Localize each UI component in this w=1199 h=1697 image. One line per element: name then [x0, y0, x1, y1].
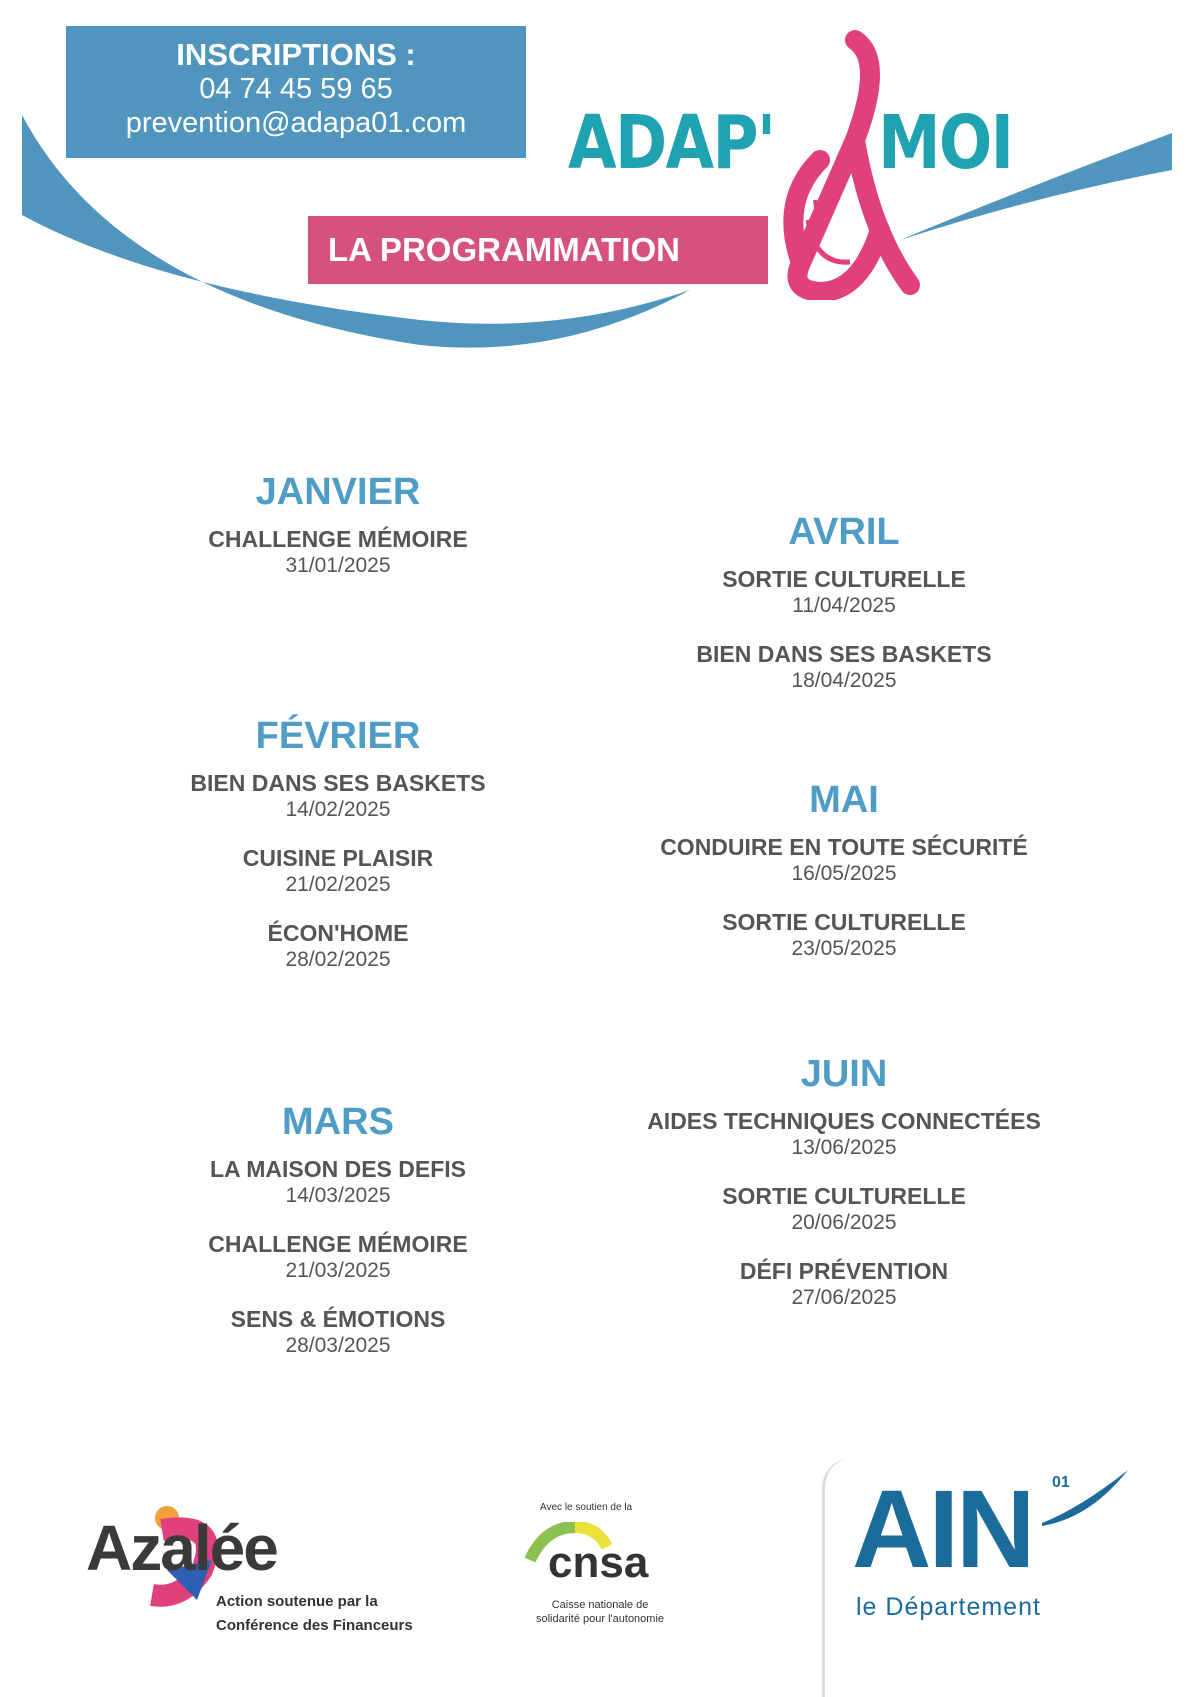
- event-item: [78, 845, 598, 898]
- event-title: SORTIE CULTURELLE: [722, 1183, 966, 1209]
- event-date: 18/04/2025: [791, 669, 897, 692]
- event-date: 28/03/2025: [285, 1334, 391, 1357]
- event-title: SORTIE CULTURELLE: [722, 566, 966, 592]
- event-date: 23/05/2025: [791, 937, 897, 960]
- event-date: 21/02/2025: [285, 873, 391, 896]
- event-item: [78, 920, 598, 973]
- event-item: [78, 1306, 598, 1359]
- azalee-caption-line2: Conférence des Financeurs: [216, 1617, 413, 1634]
- event-date: 27/06/2025: [791, 1286, 897, 1309]
- event-item: [584, 909, 1104, 962]
- month-section-avril: [584, 510, 1104, 716]
- event-date: 13/06/2025: [791, 1136, 897, 1159]
- cnsa-caption-line1: Caisse nationale de: [551, 1599, 649, 1611]
- subtitle-banner: LA PROGRAMMATION: [308, 216, 768, 284]
- month-title: JUIN: [800, 1053, 888, 1095]
- month-section-juin: [584, 1052, 1104, 1333]
- cnsa-logo-text: cnsa: [548, 1538, 649, 1587]
- month-section-mars: [78, 1100, 598, 1381]
- event-item: [584, 566, 1104, 619]
- phone-number[interactable]: 04 74 45 59 65: [199, 73, 393, 105]
- month-section-mai: [584, 778, 1104, 984]
- event-item: [78, 1156, 598, 1209]
- azalee-logo-text: Azalée: [86, 1512, 277, 1584]
- event-item: [78, 770, 598, 823]
- azalee-caption-line1: Action soutenue par la: [216, 1593, 378, 1610]
- month-section-janvier: [78, 470, 598, 601]
- event-item: [584, 1183, 1104, 1236]
- cnsa-caption: [520, 1598, 680, 1626]
- event-item: [78, 1231, 598, 1284]
- month-title: MAI: [809, 779, 879, 821]
- month-title: JANVIER: [255, 471, 421, 513]
- event-item: [584, 1108, 1104, 1161]
- ain-number: 01: [1052, 1474, 1070, 1491]
- event-title: CHALLENGE MÉMOIRE: [208, 526, 468, 552]
- event-item: [584, 1258, 1104, 1311]
- event-item: [78, 526, 598, 579]
- cnsa-caption-line2: solidarité pour l'autonomie: [535, 1613, 665, 1625]
- event-date: 31/01/2025: [285, 554, 391, 577]
- month-title: MARS: [282, 1101, 394, 1143]
- event-title: CONDUIRE EN TOUTE SÉCURITÉ: [660, 834, 1028, 860]
- event-title: CHALLENGE MÉMOIRE: [208, 1231, 468, 1257]
- event-title: ÉCON'HOME: [267, 920, 409, 946]
- inscriptions-label: INSCRIPTIONS :: [176, 37, 416, 72]
- month-section-fevrier: [78, 714, 598, 995]
- event-title: BIEN DANS SES BASKETS: [696, 641, 992, 667]
- month-title: FÉVRIER: [255, 715, 421, 757]
- event-title: DÉFI PRÉVENTION: [739, 1258, 949, 1284]
- event-item: [584, 641, 1104, 694]
- ain-logo-text: AIN: [852, 1468, 1033, 1591]
- brand-logo-left: ADAP': [568, 100, 775, 186]
- event-date: 28/02/2025: [285, 948, 391, 971]
- ain-subtitle: le Département: [856, 1593, 1041, 1621]
- event-title: SORTIE CULTURELLE: [722, 909, 966, 935]
- event-item: [584, 834, 1104, 887]
- event-date: 20/06/2025: [791, 1211, 897, 1234]
- inscriptions-box: [66, 26, 526, 158]
- event-title: CUISINE PLAISIR: [242, 845, 434, 871]
- event-title: LA MAISON DES DEFIS: [210, 1156, 466, 1182]
- event-date: 14/02/2025: [285, 798, 391, 821]
- event-date: 16/05/2025: [791, 862, 897, 885]
- event-date: 11/04/2025: [792, 594, 896, 617]
- event-title: BIEN DANS SES BASKETS: [190, 770, 486, 796]
- cnsa-support-text: Avec le soutien de la: [540, 1502, 633, 1513]
- brand-logo-right: MOI: [878, 100, 1013, 186]
- email-link[interactable]: prevention@adapa01.com: [125, 107, 467, 139]
- azalee-caption: [216, 1590, 413, 1638]
- event-title: AIDES TECHNIQUES CONNECTÉES: [647, 1108, 1041, 1134]
- event-title: SENS & ÉMOTIONS: [230, 1306, 446, 1332]
- event-date: 14/03/2025: [285, 1184, 391, 1207]
- event-date: 21/03/2025: [285, 1259, 391, 1282]
- month-title: AVRIL: [788, 511, 900, 553]
- ain-swoosh-icon: [1040, 1468, 1130, 1528]
